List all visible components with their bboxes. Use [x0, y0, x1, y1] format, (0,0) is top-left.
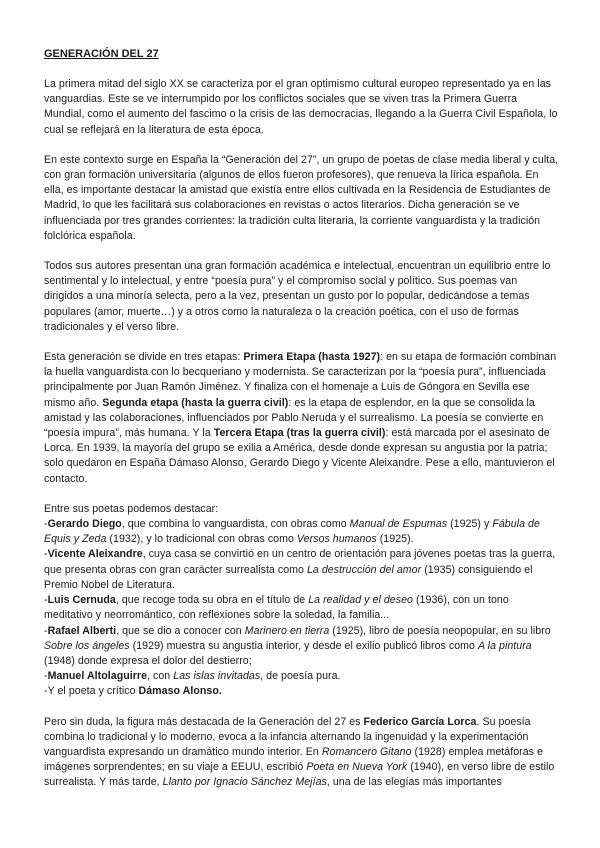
- poet-text: , que se dio a conocer con: [116, 624, 245, 637]
- work-title: Versos humanos: [296, 533, 377, 546]
- stages-text-3: : es la etapa de esplendor, en la que se consolida la amistad y las colaboraciones, influenciados por Pablo Neruda y el surrealismo. La poesía se convierte en “poesía impura”, más humana. Y la: [44, 396, 544, 440]
- poet-text: , con: [147, 670, 174, 683]
- poet-name: Dámaso Alonso.: [138, 685, 222, 698]
- poet-text: (1925), libro de poesía neopopular, en su libro: [329, 624, 551, 637]
- lorca-text: , una de las elegías más importantes: [326, 776, 502, 789]
- paragraph-context: En este contexto surge en España la “Generación del 27”, un grupo de poetas de clase media liberal y culta, con gran formación universitaria (algunos de ellos fueron profesores), que renueva la lírica española. En ella, es importante destacar la amistad que existía entre ellos cultivada en la Residencia de Estudiantes de Madrid, lo que les facilitará sus colaboraciones en revistas o actos literarios. Dicha generación se ve influenciada por tres grandes corrientes: la tradición culta literaria, la corriente vanguardista y la tradición folclórica española.: [44, 153, 559, 242]
- work-title: A la pintura: [477, 639, 532, 652]
- work-title: Romancero Gitano: [321, 745, 412, 758]
- poet-text: (1935) consiguiendo el Premio Nobel de Literatura.: [44, 563, 533, 591]
- poet-name: Vicente Aleixandre: [47, 548, 143, 561]
- poet-text: , que recoge toda su obra en el título de: [115, 594, 309, 607]
- poet-name: Manuel Altolaguirre: [47, 670, 148, 683]
- work-title: Sobre los ángeles: [44, 639, 130, 652]
- work-title: La realidad y el deseo: [308, 594, 413, 607]
- poet-damaso-alonso: [44, 684, 560, 699]
- work-title: La destrucción del amor: [306, 563, 422, 576]
- poet-name: Gerardo Diego: [47, 518, 122, 531]
- poet-text: (1936), con un tono meditativo y neorromántico, con reflexiones sobre la soledad, la familia...: [44, 594, 509, 622]
- poet-manuel-altolaguirre: [44, 669, 560, 684]
- poet-text: (1925) y: [447, 518, 493, 531]
- poet-luis-cernuda: [44, 593, 560, 623]
- work-title: Llanto por Ignacio Sánchez Mejías: [162, 776, 327, 789]
- stage-1-heading: Primera Etapa (hasta 1927): [243, 351, 381, 364]
- stage-3-heading: Tercera Etapa (tras la guerra civil): [213, 427, 386, 440]
- paragraph-poets: [44, 502, 560, 700]
- stages-text-2: : en su etapa de formación combinan la huella vanguardista con lo becqueriano y modernista. Se caracterizan por la “poesía pura”, influenciada principalmente por Juan Ramón Jiménez. Y finaliza con el homenaje a Luis de Góngora en Sevilla ese mismo año.: [44, 351, 557, 409]
- poet-text: , de poesía pura.: [260, 670, 341, 683]
- poet-name: Federico García Lorca: [363, 715, 477, 728]
- paragraph-lorca: [44, 715, 560, 791]
- list-dash: -: [44, 670, 48, 683]
- poet-text: , cuya casa se convirtió en un centro de orientación para jóvenes poetas tras la guerra, que presenta obras con gran carácter surrealista como: [44, 548, 556, 576]
- lorca-text: (1940), en verso libre de estilo surrealista. Y más tarde,: [44, 761, 555, 789]
- poet-text: (1948) donde expresa el dolor del destierro;: [44, 654, 252, 667]
- paragraph-characteristics: Todos sus autores presentan una gran formación académica e intelectual, encuentran un equilibrio entre lo sentimental y lo intelectual, y entre “poesía pura” y el compromiso social y político. Sus poemas van dirigidos a una minoría selecta, pero a la vez, presentan un gusto por lo popular, dedicándose a temas populares (amor, muerte…) y a otros como la naturaleza o la creación poética, con el uso de formas tradicionales y el verso libre.: [44, 260, 551, 333]
- work-title: Las islas invitadas: [173, 670, 261, 683]
- list-dash: -: [44, 548, 48, 561]
- poet-name: Luis Cernuda: [47, 594, 116, 607]
- stage-2-heading: Segunda etapa (hasta la guerra civil): [102, 396, 289, 409]
- stages-text-4: : está marcada por el asesinato de Lorca. En 1939, la mayoría del grupo se exilia a América, desde donde expresan su angustia por la patria; solo quedaron en España Dámaso Alonso, Gerardo Diego y Vicente Aleixandre. Pese a ello, mantuvieron el contacto.: [44, 427, 555, 485]
- poet-text: (1925).: [376, 533, 414, 546]
- paragraph-intro: La primera mitad del siglo XX se caracteriza por el gran optimismo cultural europeo representado ya en las vanguardias. Este se ve interrumpido por los conflictos sociales que se viven tras la Primera Guerra Mundial, como el aumento del fascimo o la crisis de las democracias, llegando a la Guerra Civil Española, lo cual se reflejará en la literatura de esta época.: [44, 78, 558, 136]
- paragraph-stages: [44, 350, 560, 487]
- document-body: [44, 48, 560, 806]
- poets-intro: Entre sus poetas podemos destacar:: [44, 502, 219, 515]
- poet-rafael-alberti: [44, 624, 560, 670]
- list-dash: -: [44, 594, 48, 607]
- poet-text: (1932), y lo tradicional con obras como: [106, 533, 297, 546]
- poet-text: , que combina lo vanguardista, con obras como: [121, 518, 350, 531]
- poet-text: -Y el poeta y crítico: [44, 685, 139, 698]
- work-title: Fábula de Equis y Zeda: [44, 518, 540, 546]
- list-dash: -: [44, 518, 48, 531]
- lorca-text: Pero sin duda, la figura más destacada de la Generación del 27 es: [44, 715, 364, 728]
- poet-name: Rafael Alberti: [47, 624, 117, 637]
- lorca-text: (1928) emplea metáforas e imágenes sorprendentes; en su viaje a EEUU, escribió: [44, 745, 543, 774]
- poet-gerardo-diego: [44, 517, 560, 547]
- document-title: GENERACIÓN DEL 27: [44, 48, 159, 60]
- list-dash: -: [44, 624, 48, 637]
- lorca-text: . Su poesía combina lo tradicional y lo moderno, evoca a la infancia alternando la ingenuidad y la experimentación vanguardista expresando un dramático mundo interior. En: [44, 715, 531, 758]
- poet-text: (1929) muestra su angustia interior, y desde el exilio publicó libros como: [129, 639, 478, 652]
- poet-vicente-aleixandre: [44, 547, 560, 593]
- stages-text-1: Esta generación se divide en tres etapas:: [44, 351, 244, 364]
- work-title: Marinero en tierra: [244, 624, 330, 637]
- work-title: Manual de Espumas: [349, 518, 448, 531]
- work-title: Poeta en Nueva York: [306, 761, 408, 774]
